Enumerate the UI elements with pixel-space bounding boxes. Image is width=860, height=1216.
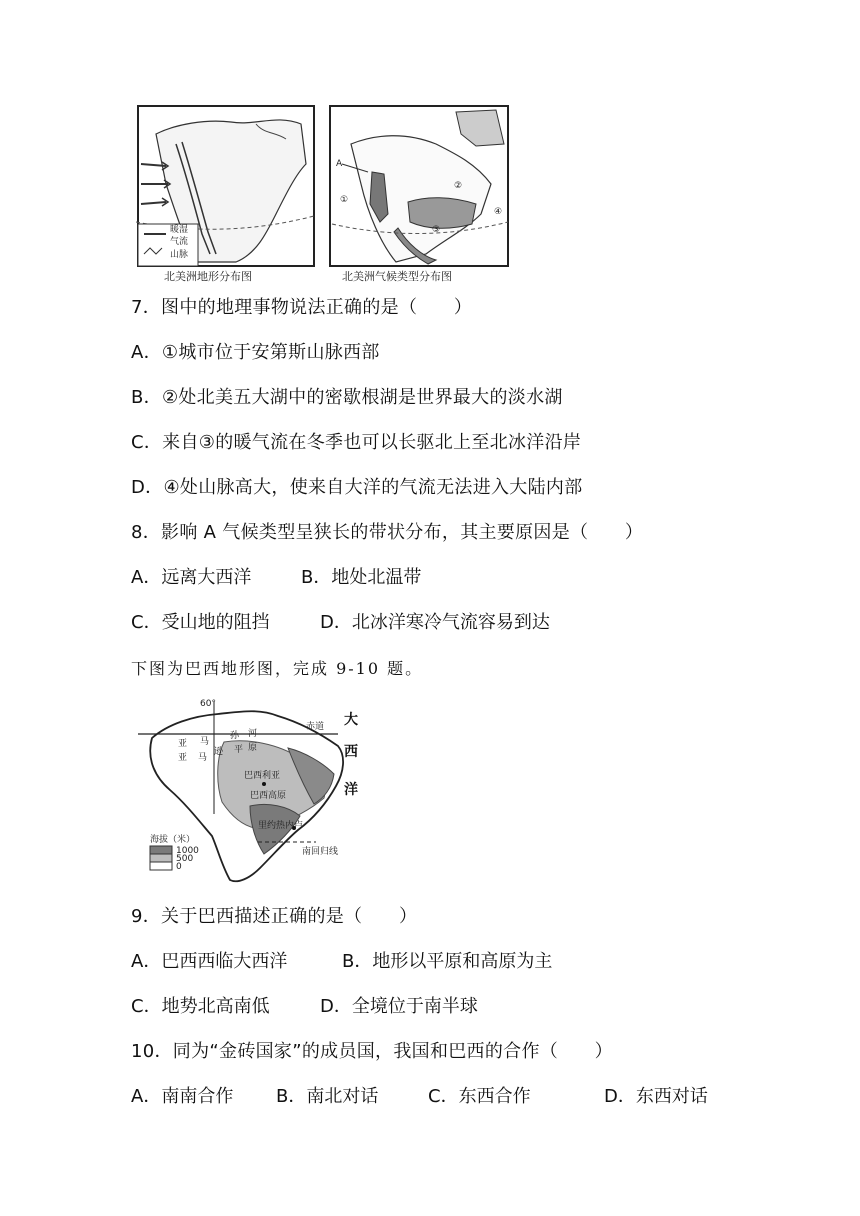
legend-1000: 1000: [176, 846, 199, 856]
north-america-climate-map: [330, 106, 508, 283]
amazon-plain-char-4: 平: [234, 745, 244, 755]
left-map-caption: 北美洲地形分布图: [164, 270, 252, 283]
atlantic-label-1: 大: [344, 712, 358, 728]
amazon-plain-char-2: 马: [198, 753, 208, 763]
legend-0: 0: [176, 862, 182, 872]
longitude-label: 60°: [200, 699, 216, 709]
question-8-option-d[interactable]: D．北冰洋寒冷气流容易到达: [320, 612, 550, 633]
question-8-option-c[interactable]: C．受山地的阻挡: [131, 612, 270, 633]
marker-2: ②: [454, 181, 463, 191]
marker-4: ④: [494, 207, 503, 217]
equator-label: 赤道: [306, 722, 325, 732]
legend-title: 海拔（米）: [150, 835, 196, 845]
question-10-option-a[interactable]: A．南南合作: [131, 1086, 234, 1107]
question-10-option-d[interactable]: D．东西对话: [604, 1086, 708, 1107]
right-map-caption: 北美洲气候类型分布图: [342, 270, 452, 283]
rio-label: 里约热内卢: [258, 821, 304, 831]
amazon-river-char-4: 河: [248, 729, 258, 739]
marker-a: A: [336, 159, 343, 169]
question-9-option-c[interactable]: C．地势北高南低: [131, 996, 270, 1017]
atlantic-label-3: 洋: [344, 782, 358, 798]
question-9-stem: 9．关于巴西描述正确的是（ ）: [131, 906, 418, 927]
marker-3: ③: [432, 225, 441, 235]
brazil-section-intro: 下图为巴西地形图，完成 9-10 题。: [131, 659, 424, 678]
brazil-plateau-label: 巴西高原: [250, 791, 287, 801]
question-7-stem: 7．图中的地理事物说法正确的是（ ）: [131, 297, 473, 318]
question-10-option-b[interactable]: B．南北对话: [276, 1086, 379, 1107]
question-7-option-c[interactable]: C．来自③的暖气流在冬季也可以长驱北上至北冰洋沿岸: [131, 432, 582, 453]
question-9-option-d[interactable]: D．全境位于南半球: [320, 996, 478, 1017]
question-7-option-a[interactable]: A．①城市位于安第斯山脉西部: [131, 342, 380, 363]
elevation-legend: [150, 833, 199, 872]
question-7-option-b[interactable]: B．②处北美五大湖中的密歇根湖是世界最大的淡水湖: [131, 387, 563, 408]
question-9-option-a[interactable]: A．巴西西临大西洋: [131, 951, 288, 972]
question-8-option-b[interactable]: B．地处北温带: [301, 567, 422, 588]
legend-warm-flow-label-1: 暖湿: [170, 225, 189, 235]
north-america-terrain-map: [136, 106, 314, 283]
brazil-terrain-map: [138, 694, 370, 890]
legend-500: 500: [176, 854, 194, 864]
question-10-option-c[interactable]: C．东西合作: [428, 1086, 531, 1107]
north-america-maps-figure: [136, 104, 518, 284]
amazon-plain-char-3: 逊: [214, 747, 224, 757]
legend-mountain-label: 山脉: [170, 250, 189, 260]
question-7-option-d[interactable]: D．④处山脉高大，使来自大洋的气流无法进入大陆内部: [131, 477, 583, 498]
amazon-plain-char-1: 亚: [178, 753, 188, 763]
legend-warm-flow-label-2: 气流: [170, 237, 189, 247]
brasilia-label: 巴西利亚: [244, 771, 281, 781]
question-8-option-a[interactable]: A．远离大西洋: [131, 567, 252, 588]
amazon-river-char-1: 亚: [178, 739, 188, 749]
marker-1: ①: [340, 195, 349, 205]
tropic-of-capricorn-label: 南回归线: [302, 847, 339, 857]
question-9-option-b[interactable]: B．地形以平原和高原为主: [342, 951, 553, 972]
amazon-plain-char-5: 原: [248, 743, 258, 753]
amazon-river-char-3: 孙: [230, 731, 240, 741]
atlantic-label-2: 西: [344, 744, 358, 760]
question-8-stem: 8．影响 A 气候类型呈狭长的带状分布，其主要原因是（ ）: [131, 522, 644, 543]
amazon-river-char-2: 马: [200, 737, 210, 747]
question-10-stem: 10．同为“金砖国家”的成员国，我国和巴西的合作（ ）: [131, 1041, 613, 1062]
